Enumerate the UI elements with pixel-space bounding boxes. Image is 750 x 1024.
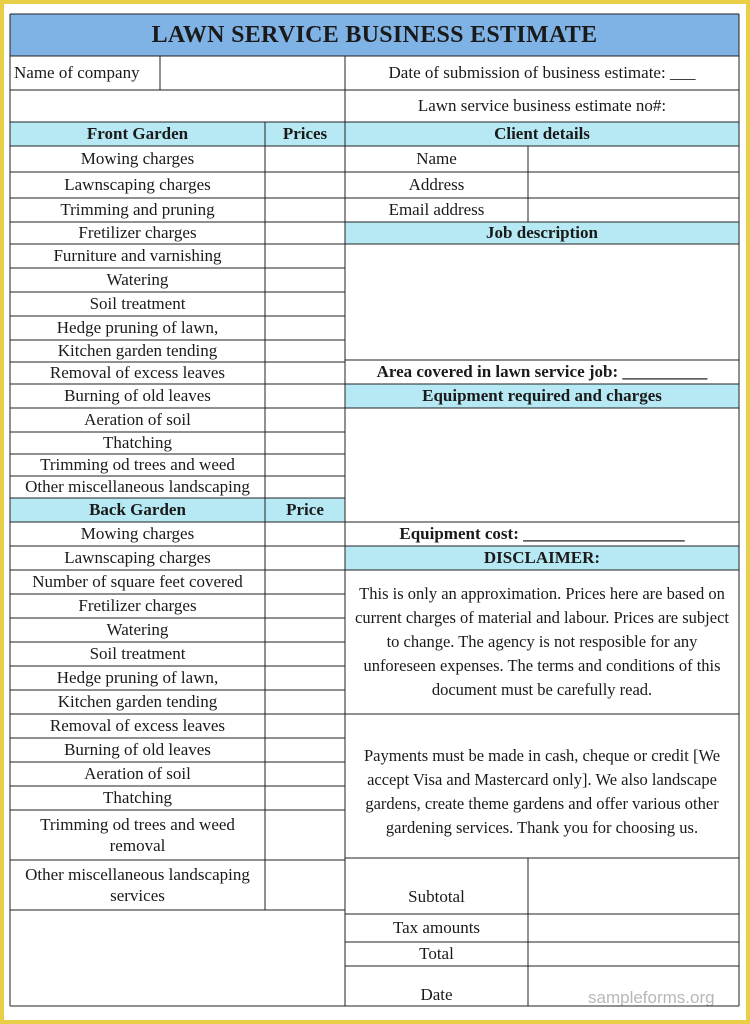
back-garden-item: Fretilizer charges [78,596,197,616]
back-garden-item: Aeration of soil [84,764,191,784]
estimate-number-label[interactable]: Lawn service business estimate no#: [417,96,667,116]
form-title: LAWN SERVICE BUSINESS ESTIMATE [10,14,739,56]
front-garden-item: Thatching [103,433,172,453]
back-garden-item: Hedge pruning of lawn, [56,668,219,688]
front-garden-item: Trimming od trees and weed [40,455,235,475]
subtotal-label: Subtotal [408,887,465,907]
disclaimer-header: DISCLAIMER: [345,546,739,570]
payment-text: Payments must be made in cash, cheque or credit [We accept Visa and Mastercard only]. We also landscape gardens, create theme gardens and offer various other gardening services. Thank you for choosing us. [363,746,721,837]
disclaimer-text: This is only an approximation. Prices here are based on current charges of material and labour. Prices are subject to change. The agency is not resposible for any unforeseen expenses. The terms and conditions of this document must be carefully read. [355,584,729,699]
front-garden-item: Furniture and varnishing [53,246,222,266]
client-address-label: Address [408,175,465,195]
front-garden-item: Fretilizer charges [78,223,197,243]
client-email-label: Email address [388,200,485,220]
equipment-header: Equipment required and charges [345,384,739,408]
front-garden-header: Front Garden [10,122,265,146]
front-garden-item: Aeration of soil [84,410,191,430]
watermark: sampleforms.org [588,988,715,1007]
front-garden-prices-header: Prices [265,122,345,146]
back-garden-item: Soil treatment [89,644,186,664]
back-garden-item: Trimming od trees and weed removal [40,814,235,855]
front-garden-item: Lawnscaping charges [64,175,211,195]
front-garden-item: Burning of old leaves [64,386,211,406]
back-garden-price-header: Price [265,498,345,522]
front-garden-item: Kitchen garden tending [57,341,218,361]
client-details-header: Client details [345,122,739,146]
tax-label: Tax amounts [392,918,481,938]
client-name-label: Name [416,149,457,169]
back-garden-item: Burning of old leaves [64,740,211,760]
job-description-header: Job description [345,222,739,244]
back-garden-item: Thatching [103,788,172,808]
front-garden-item: Other miscellaneous landscaping [25,477,250,497]
front-garden-item: Mowing charges [80,149,195,169]
area-covered-label[interactable]: Area covered in lawn service job: __________ [376,362,708,382]
equipment-cost-label[interactable]: Equipment cost: ___________________ [399,524,685,544]
company-label: Name of company [14,63,140,83]
date-submission-label[interactable]: Date of submission of business estimate: ___ [388,63,696,83]
front-garden-item: Trimming and pruning [60,200,215,220]
date-label: Date [420,985,453,1005]
back-garden-item: Removal of excess leaves [49,716,226,736]
back-garden-header: Back Garden [10,498,265,522]
front-garden-item: Soil treatment [89,294,186,314]
front-garden-item: Hedge pruning of lawn, [56,318,219,338]
back-garden-item: Number of square feet covered [32,572,243,592]
back-garden-item: Other miscellaneous landscaping services [25,864,250,905]
total-label: Total [419,944,454,964]
back-garden-item: Lawnscaping charges [64,548,211,568]
front-garden-item: Removal of excess leaves [49,363,226,383]
back-garden-item: Watering [106,620,169,640]
back-garden-item: Mowing charges [80,524,195,544]
front-garden-item: Watering [106,270,169,290]
back-garden-item: Kitchen garden tending [57,692,218,712]
